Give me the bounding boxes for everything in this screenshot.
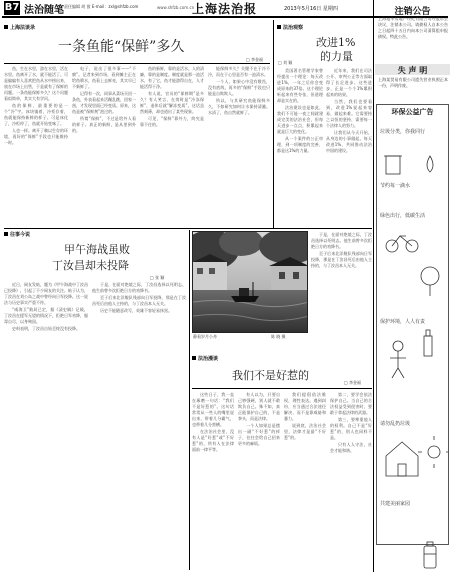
paragraph: 鱼的新鲜，靠的是活水。人的清廉，靠的是制度。制度就是那一池活水，有了它，鱼才能游得自在，人才能活得干净。 (140, 66, 204, 89)
bottle-illustration (412, 540, 448, 572)
article1-column-2 (72, 66, 136, 226)
article3-headline-line1: 甲午海战虽败 (64, 243, 130, 256)
paragraph: 当然，我们也要看到，改进1%说起来容易，做起来难。它需要持之以恒的坚持，需要每一个法律人的努力。 (326, 99, 372, 128)
article1-column-1 (4, 66, 68, 226)
ad-line: 保护环境，人人有责 (380, 319, 426, 325)
paragraph: 从一个案件的公正审理，到一项制度的完善，都是这1%的力量。 (277, 136, 323, 153)
paragraph: “威海卫”败局已定，据《清史稿》记载，丁汝昌在援军无望的情况下，拒绝日军劝降，服毒自尽，以身殉国。 (4, 307, 88, 324)
website-url: www.shfzb.com.cn (157, 5, 195, 10)
section-title: 法治随笔 (24, 5, 64, 16)
notice-text: 上海旭华房地产经纪有限公司经股东会决议，注销本公司。请债权人自本公告之日起四十五日内向本公司清算组申报债权。特此公告。 (378, 16, 448, 39)
paragraph: 所以，与其研究鱼能保鲜多久，不如研究如何让水保持清澈。水清了，鱼自然就鲜了。 (208, 98, 270, 115)
ad-line: 垃圾分类，你我同行 (380, 129, 426, 135)
article4-column-3 (284, 392, 326, 568)
article3-kicker: 往事今说 (4, 231, 30, 238)
article2-headline-line1: 改进1% (316, 36, 356, 49)
paragraph: 至于后来北洋舰队残部向日军投降，那是在丁汝昌死后由他人主持的，与丁汝昌本人无关。 (92, 295, 186, 306)
paragraph: 在法治社会里，没有人是“好惹”或“不好惹”的，所有人在法律面前一律平等。 (192, 429, 234, 452)
paragraph: 一个人如果总是摆出一副“不好惹”的样子，往往会给自己招来更多的麻烦。 (238, 423, 280, 446)
paragraph: 第二，要学会依法保护自己。当自己的合法权益受到侵害时，要敢于拿起法律的武器。 (330, 392, 372, 415)
paragraph: 史料表明，丁汝昌自始至终没有投降。 (12, 326, 80, 331)
photo-credit: 陈 晓 摄 (271, 334, 286, 339)
paragraph: 能保鲜多久？关键不在于冷不冷，而在于心里是否有一池清水。 (208, 66, 270, 77)
paragraph: 有人说，官员的“保鲜期”是多久？有人笑言，在岗时是“冷冻保鲜”，退休后就“解冻变质”。这话虽然刻薄，却也道出了某些现象。 (140, 91, 204, 114)
article3-headline-line2: 丁汝昌却未投降 (52, 259, 129, 272)
paragraph: 近年来，我们在司法公开、审判公正等方面取得了长足进步。这些进步，正是一个个1%累积起来的结果。 (326, 68, 372, 97)
article4-column-1 (192, 392, 234, 568)
paragraph: 所谓“保鲜”，不过是给外人看的样子。真正的新鲜，是从里到外的。 (72, 116, 136, 133)
page-number: B7 (4, 2, 20, 13)
article3-author: □ 张 颖 (150, 275, 165, 280)
paragraph: 这些日子，我一直在琢磨一句话：“我们不是好惹的”。这句话常常从一些人的嘴里说出来，带着几分霸气，也带着几分蛮横。 (192, 392, 234, 427)
paragraph: 美国著名管理学家曾经提出一个理论：每天改进1%，一年之后你会变成原来的37倍。这个理论听起来有些夸张，但道理却是实在的。 (277, 68, 323, 103)
photo-caption: 静看岁月小舟 (193, 334, 217, 339)
paragraph: 记得有一次，同事从菜场买回一条鱼，外表看起来活蹦乱跳，回家一剖，才发现里面已经变质。原来，这鱼是被“保鲜剂”泡过的。 (72, 91, 136, 114)
sun-icon (428, 446, 440, 458)
sidebar-divider (373, 0, 374, 572)
article2-kicker: 法治观察 (277, 24, 303, 31)
article4-rule (192, 388, 372, 389)
article-divider (273, 20, 274, 228)
paragraph: 于是，在面对绝境之际，丁汝昌选择以死明志。他生前曾多次拒绝日方的劝降书。 (92, 282, 186, 293)
paragraph: 电子，说出了很多事——“不腐”。记者来到市场，看到摊主正在给鱼喷水，鱼看上去鲜亮，其实早已不新鲜了。 (72, 66, 136, 89)
article-divider (189, 230, 190, 570)
paragraph: 鱼的保鲜，最重要的是一个“冷”字。冰块镇着，冷柜存着，鱼就能保持新鲜的样子。可是冰化了，冷柜停了，鱼就开始变味了。 (4, 103, 68, 126)
paragraph: 第三，要尊重他人的权利。自己不是“好惹”的，别人也同样不是。 (330, 417, 372, 440)
article1-headline: 一条鱼能“保鲜”多久 (58, 39, 185, 55)
ad-line: 绿色出行，低碳生活 (380, 213, 426, 219)
ad-line: 节约每一滴水 (380, 183, 411, 189)
article1-kicker: 上海法谈录 (4, 24, 35, 31)
article1-author: □ 李金福 (246, 57, 264, 62)
section-rule (4, 228, 372, 229)
paragraph: 一个人，如果心中没有敬畏，没有底线，再多的“保鲜”手段也只能是自欺欺人。 (208, 79, 270, 96)
newspaper-name: 上海法治报 (192, 2, 258, 16)
article4-author: □ 李金福 (344, 380, 362, 385)
article2-headline-line2: 的力量 (320, 50, 353, 63)
paragraph: 说到底，法治社会里，法律才是最“不好惹”的。 (284, 423, 326, 440)
paragraph: 有人以为，只要自己够强硬，别人就不敢欺负自己。殊不知，真正能保护自己的，不是拳头，而是法律。 (238, 392, 280, 421)
article1-column-4 (208, 66, 270, 226)
article4-headline: 我们不是好惹的 (232, 369, 309, 382)
paragraph: 于是，在面对绝境之际，丁汝昌选择以死明志。他生前曾多次拒绝日方的劝降书。 (311, 232, 372, 249)
issue-date: 2013年5月16日 星期四 (284, 6, 338, 12)
article4-column-2 (238, 392, 280, 568)
article1-column-3 (140, 66, 204, 226)
paragraph: 让我们从今天开始，从身边的小事做起，每天改进1%，共同推动法治中国的建设。 (326, 130, 372, 153)
paragraph: 历史不能随意改写，英雄不容轻易抹黑。 (100, 308, 172, 313)
paragraph: 可见，“保鲜”靠外力，终究是靠不住的。 (140, 116, 204, 127)
notice-title: 注销公告 (394, 7, 431, 17)
paragraph: 鱼，生在水里，游在水里，活在水里。鱼离开了水，就不能活了。可是偏偏有人喜欢把鱼从水中捞出来，放在市场上出售，于是就有了保鲜的问题。一条鱼能保鲜多久？这个问题看似简单，其实大有学问。 (4, 66, 68, 101)
tree-icon (421, 267, 439, 285)
person-icon (393, 341, 403, 351)
paragraph: 只有人人守法，社会才能和谐。 (330, 442, 372, 453)
article3-column-2 (92, 282, 186, 570)
paragraph: 人也一样。离开了赖以生存的环境，再好的“保鲜”手段也只能维持一时。 (4, 128, 68, 145)
lost-notice-text: 上海某贸易有限公司遗失营业执照正本一份，声明作废。 (378, 77, 448, 88)
paragraph: 法治建设也是如此。我们不可能一夜之间就建成完美的法治社会，但每天进步一点点，积累起来就是巨大的变化。 (277, 105, 323, 134)
article3-column-1 (4, 282, 88, 570)
ad-illustrations (378, 136, 448, 536)
article2-author: □ 刘 颖 (278, 60, 293, 65)
bottle-icon (424, 336, 432, 356)
trash-bin-icon (386, 156, 400, 174)
paragraph: 至于后来北洋舰队残部向日军投降，那是在丁汝昌死后由他人主持的，与丁汝昌本人无关。 (311, 251, 372, 268)
ad-line: 请勿乱扔垃圾 (380, 421, 411, 427)
paragraph: 近日，网友发帖，题为《甲午海战中丁汝昌已投降》，引起了不少网友的关注。帖子认为，丁汝昌在刘公岛之战中曾经向日军投降。这一说法与历史事实严重不符。 (4, 282, 88, 305)
house-icon (386, 442, 418, 476)
article1-rule (4, 63, 270, 64)
ad-line: 共建美丽家园 (380, 501, 411, 507)
lost-notice-title: 失 声 明 (397, 66, 428, 75)
photo-side-text (311, 232, 372, 352)
photo-image (193, 232, 308, 333)
river-boat-photo (192, 231, 308, 333)
water-drop-icon (427, 156, 433, 172)
article4-column-4 (330, 392, 372, 568)
article2-column-1 (277, 68, 323, 224)
editor-info: 责任编辑 胡 茵 E-mail：zxl@shfzb.com (64, 4, 139, 9)
article4-kicker: 法治漫谈 (192, 355, 218, 362)
ad-title: 环保公益广告 (391, 108, 434, 116)
paragraph: 我们提倡依法维权，理性表达。遇到纠纷，应当通过合法途径解决，而不是靠威胁和暴力。 (284, 392, 326, 421)
article2-column-2 (326, 68, 372, 224)
